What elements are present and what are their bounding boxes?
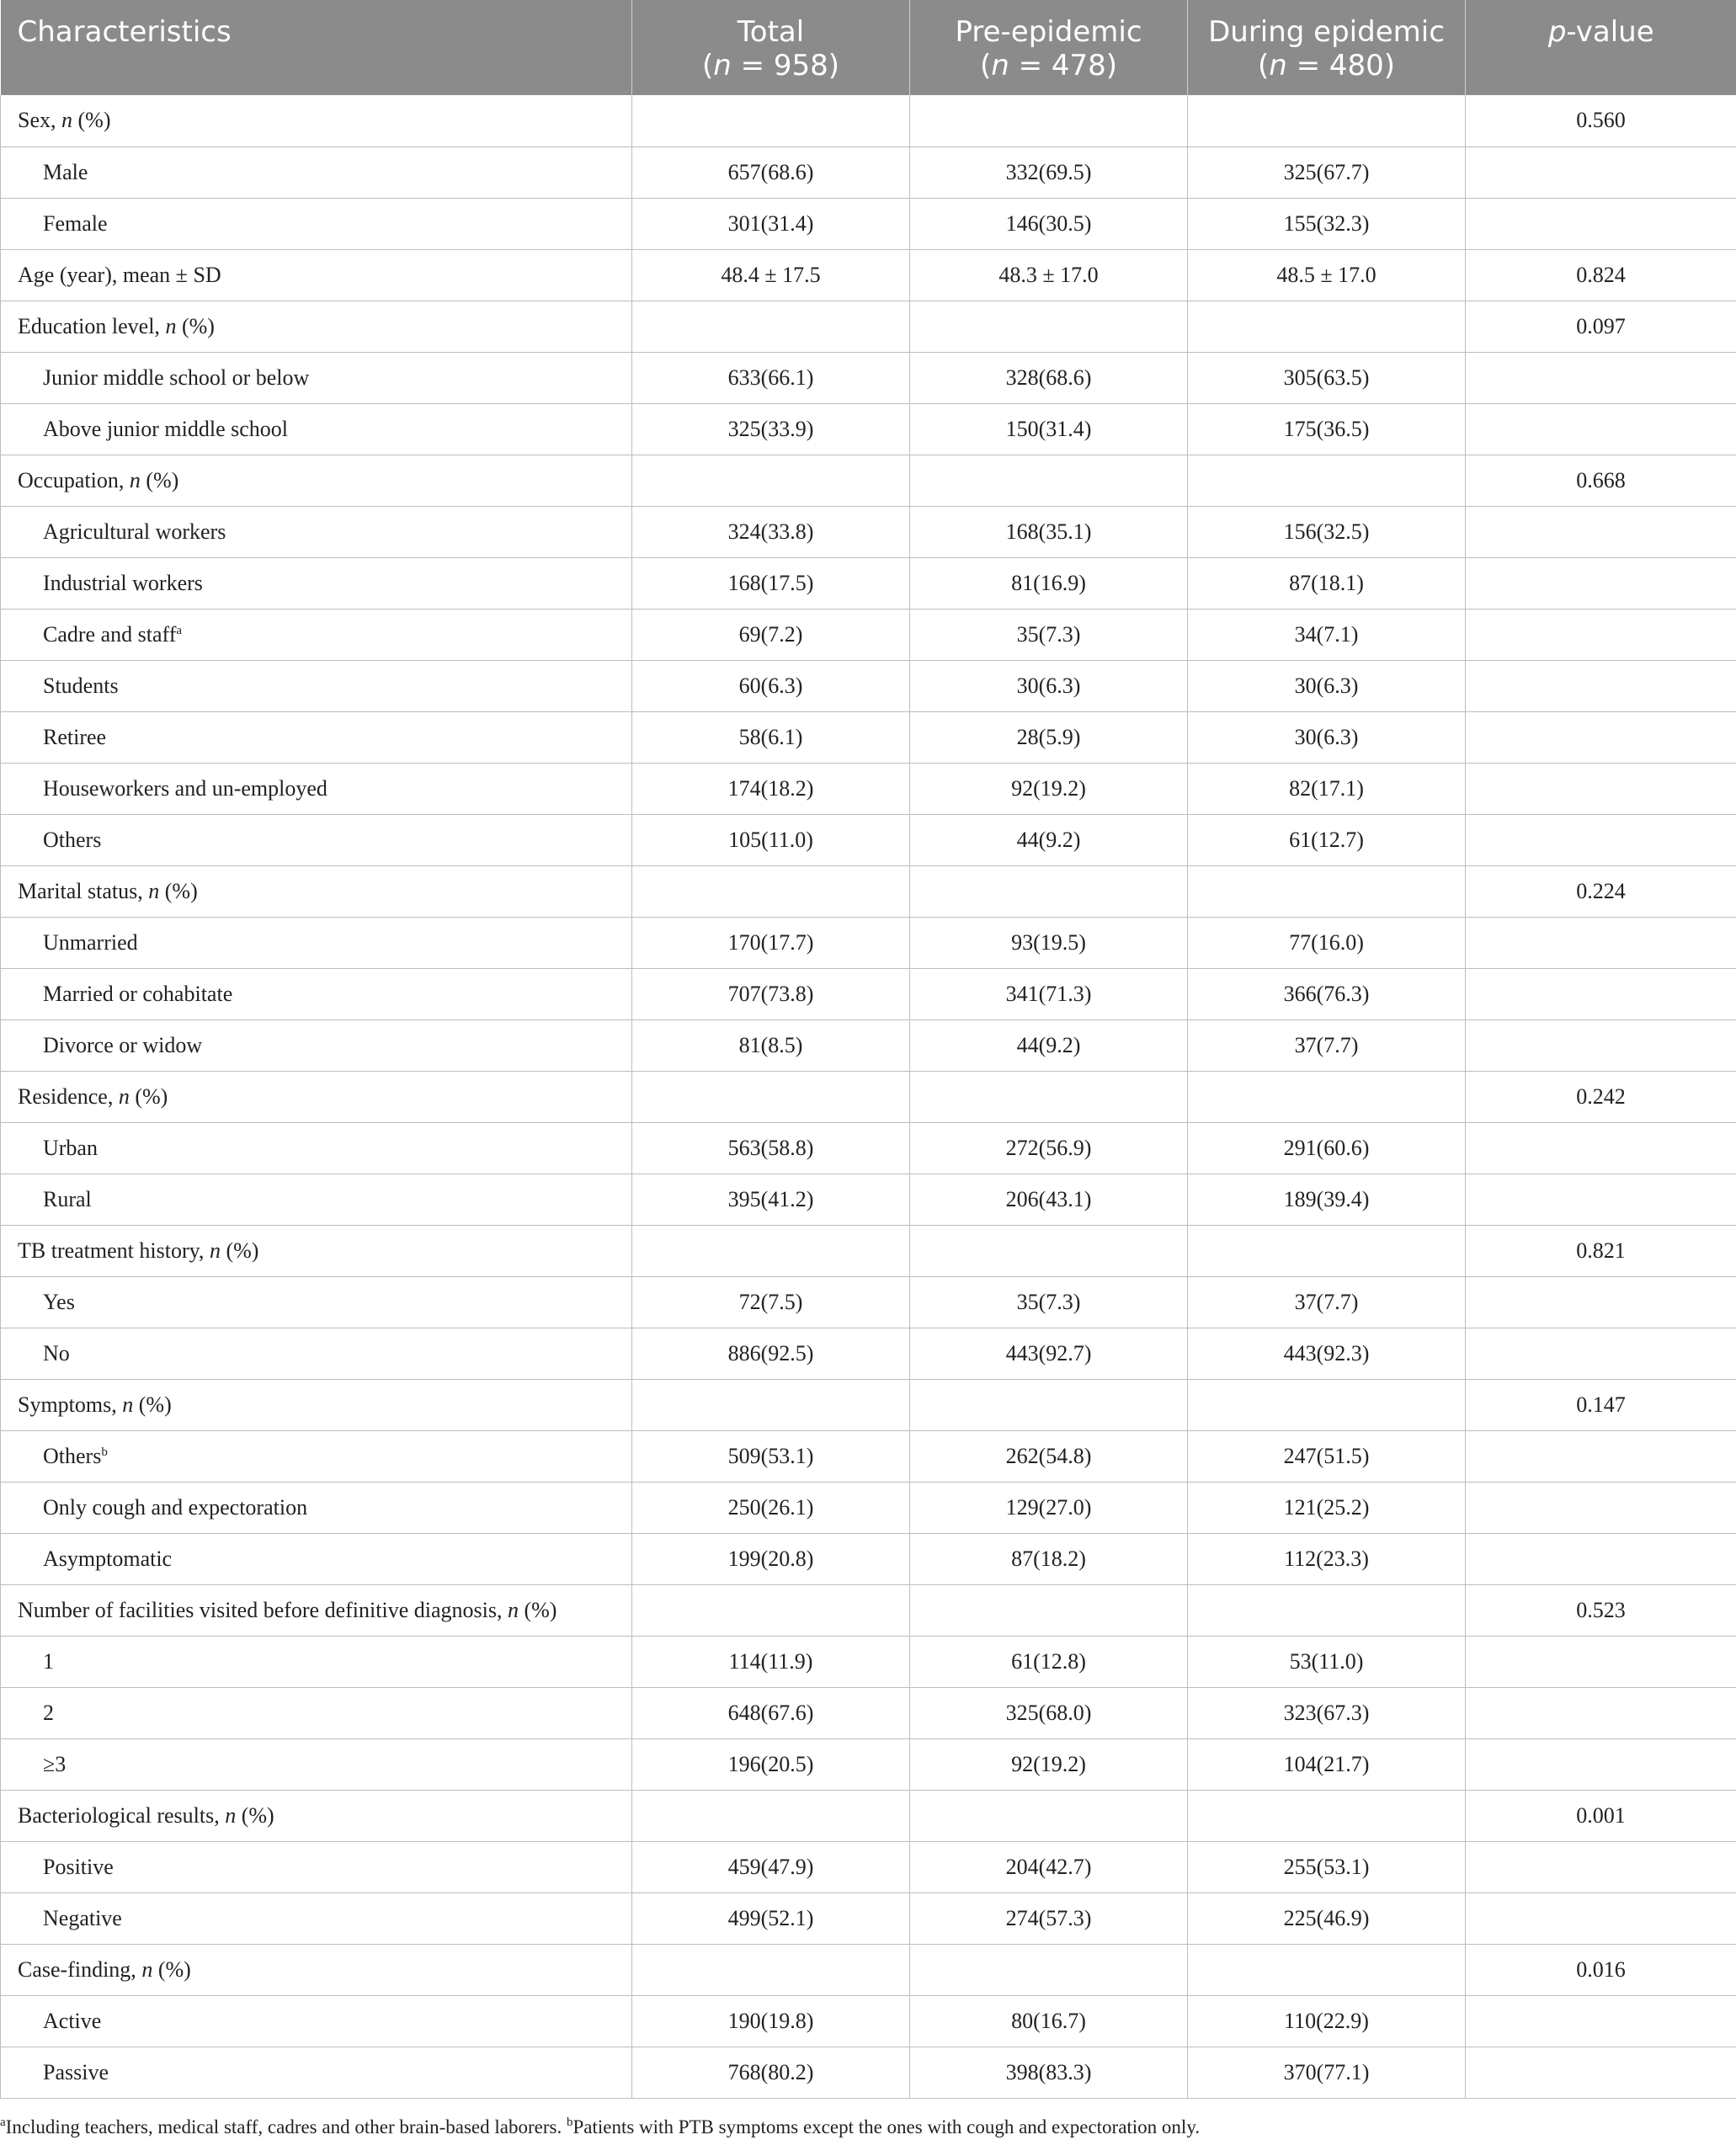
cell-total: 72(7.5)	[632, 1276, 910, 1328]
cell-during-epidemic: 37(7.7)	[1188, 1019, 1466, 1071]
cell-total: 563(58.8)	[632, 1122, 910, 1174]
cell-during-epidemic: 48.5 ± 17.0	[1188, 249, 1466, 301]
row-label: Female	[1, 198, 632, 249]
table-row-subitem	[1, 1687, 1736, 1738]
cell-during-epidemic: 175(36.5)	[1188, 403, 1466, 455]
cell-p-value	[1466, 917, 1736, 968]
cell-pre-epidemic	[910, 1584, 1188, 1636]
row-label: Number of facilities visited before definitive diagnosis, n (%)	[1, 1584, 632, 1636]
cell-pre-epidemic: 81(16.9)	[910, 557, 1188, 609]
cell-during-epidemic: 77(16.0)	[1188, 917, 1466, 968]
cell-pre-epidemic: 92(19.2)	[910, 763, 1188, 814]
cell-during-epidemic: 225(46.9)	[1188, 1892, 1466, 1944]
cell-during-epidemic: 82(17.1)	[1188, 763, 1466, 814]
table-row-subitem	[1, 609, 1736, 660]
cell-during-epidemic: 325(67.7)	[1188, 146, 1466, 198]
header-p-var: p	[1547, 15, 1567, 49]
cell-during-epidemic: 291(60.6)	[1188, 1122, 1466, 1174]
cell-pre-epidemic: 44(9.2)	[910, 1019, 1188, 1071]
cell-p-value	[1466, 2047, 1736, 2098]
cell-p-value	[1466, 763, 1736, 814]
cell-during-epidemic	[1188, 455, 1466, 506]
cell-during-epidemic: 37(7.7)	[1188, 1276, 1466, 1328]
cell-during-epidemic	[1188, 1225, 1466, 1276]
cell-p-value	[1466, 660, 1736, 711]
cell-pre-epidemic	[910, 301, 1188, 352]
cell-pre-epidemic	[910, 95, 1188, 146]
cell-during-epidemic: 53(11.0)	[1188, 1636, 1466, 1687]
table-row-subitem	[1, 146, 1736, 198]
cell-total: 633(66.1)	[632, 352, 910, 403]
cell-pre-epidemic	[910, 1790, 1188, 1841]
table-row-category	[1, 301, 1736, 352]
cell-p-value	[1466, 1430, 1736, 1482]
cell-total	[632, 1071, 910, 1122]
row-label: Yes	[1, 1276, 632, 1328]
cell-during-epidemic: 156(32.5)	[1188, 506, 1466, 557]
cell-total	[632, 1379, 910, 1430]
table-row-category	[1, 1790, 1736, 1841]
cell-total: 170(17.7)	[632, 917, 910, 968]
row-label: Male	[1, 146, 632, 198]
cell-during-epidemic: 34(7.1)	[1188, 609, 1466, 660]
cell-pre-epidemic: 30(6.3)	[910, 660, 1188, 711]
row-label: Married or cohabitate	[1, 968, 632, 1019]
cell-during-epidemic	[1188, 1944, 1466, 1995]
table-footnote	[0, 2116, 1736, 2138]
cell-during-epidemic: 305(63.5)	[1188, 352, 1466, 403]
cell-during-epidemic: 121(25.2)	[1188, 1482, 1466, 1533]
row-label: Residence, n (%)	[1, 1071, 632, 1122]
cell-p-value	[1466, 146, 1736, 198]
cell-pre-epidemic	[910, 1071, 1188, 1122]
cell-total: 459(47.9)	[632, 1841, 910, 1892]
table-row-category	[1, 1071, 1736, 1122]
cell-pre-epidemic: 44(9.2)	[910, 814, 1188, 865]
cell-pre-epidemic: 398(83.3)	[910, 2047, 1188, 2098]
cell-total: 768(80.2)	[632, 2047, 910, 2098]
cell-pre-epidemic: 28(5.9)	[910, 711, 1188, 763]
table-row-category	[1, 1944, 1736, 1995]
cell-p-value	[1466, 403, 1736, 455]
row-label: Only cough and expectoration	[1, 1482, 632, 1533]
cell-total	[632, 455, 910, 506]
cell-pre-epidemic: 274(57.3)	[910, 1892, 1188, 1944]
row-label: Passive	[1, 2047, 632, 2098]
cell-total: 105(11.0)	[632, 814, 910, 865]
table-row-subitem	[1, 557, 1736, 609]
cell-total: 196(20.5)	[632, 1738, 910, 1790]
row-label: Retiree	[1, 711, 632, 763]
table-row-category	[1, 1225, 1736, 1276]
table-row-subitem	[1, 1019, 1736, 1071]
table-row-subitem	[1, 711, 1736, 763]
cell-p-value	[1466, 814, 1736, 865]
table-row-subitem	[1, 352, 1736, 403]
cell-p-value	[1466, 506, 1736, 557]
cell-p-value	[1466, 1841, 1736, 1892]
table-row-subitem	[1, 814, 1736, 865]
row-label: Cadre and staff$^a$	[1, 609, 632, 660]
row-label: 1	[1, 1636, 632, 1687]
cell-during-epidemic: 104(21.7)	[1188, 1738, 1466, 1790]
cell-p-value	[1466, 1687, 1736, 1738]
cell-pre-epidemic: 92(19.2)	[910, 1738, 1188, 1790]
cell-p-value	[1466, 1174, 1736, 1225]
row-label: Bacteriological results, n (%)	[1, 1790, 632, 1841]
row-label: Negative	[1, 1892, 632, 1944]
cell-pre-epidemic: 168(35.1)	[910, 506, 1188, 557]
row-label: 2	[1, 1687, 632, 1738]
row-label: Agricultural workers	[1, 506, 632, 557]
cell-total: 657(68.6)	[632, 146, 910, 198]
cell-p-value	[1466, 968, 1736, 1019]
cell-p-value: 0.147	[1466, 1379, 1736, 1430]
table-row-subitem	[1, 917, 1736, 968]
row-label: Asymptomatic	[1, 1533, 632, 1584]
cell-p-value	[1466, 352, 1736, 403]
cell-p-value: 0.016	[1466, 1944, 1736, 1995]
table-row-subitem	[1, 1430, 1736, 1482]
cell-total: 190(19.8)	[632, 1995, 910, 2047]
cell-pre-epidemic: 129(27.0)	[910, 1482, 1188, 1533]
cell-total: 648(67.6)	[632, 1687, 910, 1738]
row-label: Others$^b$	[1, 1430, 632, 1482]
row-label: Occupation, n (%)	[1, 455, 632, 506]
header-p-value	[1466, 0, 1736, 95]
table-row-subitem	[1, 506, 1736, 557]
cell-total: 509(53.1)	[632, 1430, 910, 1482]
row-label: Industrial workers	[1, 557, 632, 609]
cell-p-value	[1466, 1122, 1736, 1174]
table-row-subitem	[1, 1533, 1736, 1584]
table-row-subitem	[1, 1636, 1736, 1687]
table-row-subitem	[1, 1995, 1736, 2047]
row-label: No	[1, 1328, 632, 1379]
table-row-subitem	[1, 1482, 1736, 1533]
cell-pre-epidemic: 341(71.3)	[910, 968, 1188, 1019]
cell-during-epidemic	[1188, 1790, 1466, 1841]
row-label: Houseworkers and un-employed	[1, 763, 632, 814]
row-label: TB treatment history, n (%)	[1, 1225, 632, 1276]
cell-p-value	[1466, 1738, 1736, 1790]
table-row-category	[1, 1584, 1736, 1636]
row-label: Marital status, n (%)	[1, 865, 632, 917]
cell-total: 301(31.4)	[632, 198, 910, 249]
header-characteristics-label: Characteristics	[17, 15, 232, 49]
cell-p-value: 0.560	[1466, 95, 1736, 146]
header-row	[1, 0, 1736, 95]
cell-p-value: 0.242	[1466, 1071, 1736, 1122]
cell-during-epidemic: 30(6.3)	[1188, 711, 1466, 763]
cell-total	[632, 1944, 910, 1995]
cell-p-value: 0.668	[1466, 455, 1736, 506]
row-label: Age (year), mean ± SD	[1, 249, 632, 301]
row-label: Sex, n (%)	[1, 95, 632, 146]
table-row-subitem	[1, 1738, 1736, 1790]
cell-p-value	[1466, 1276, 1736, 1328]
cell-during-epidemic: 87(18.1)	[1188, 557, 1466, 609]
cell-pre-epidemic: 328(68.6)	[910, 352, 1188, 403]
cell-pre-epidemic: 206(43.1)	[910, 1174, 1188, 1225]
cell-pre-epidemic: 35(7.3)	[910, 1276, 1188, 1328]
cell-p-value	[1466, 711, 1736, 763]
row-label: ≥3	[1, 1738, 632, 1790]
cell-during-epidemic: 110(22.9)	[1188, 1995, 1466, 2047]
cell-total	[632, 1790, 910, 1841]
cell-total	[632, 1584, 910, 1636]
cell-pre-epidemic: 93(19.5)	[910, 917, 1188, 968]
cell-p-value	[1466, 557, 1736, 609]
row-label: Education level, n (%)	[1, 301, 632, 352]
cell-pre-epidemic: 443(92.7)	[910, 1328, 1188, 1379]
cell-p-value	[1466, 1482, 1736, 1533]
cell-during-epidemic	[1188, 1379, 1466, 1430]
header-pre-epidemic	[910, 0, 1188, 95]
header-during-epidemic	[1188, 0, 1466, 95]
row-label: Rural	[1, 1174, 632, 1225]
footnote-b-mark: b	[566, 2116, 573, 2129]
cell-during-epidemic	[1188, 1071, 1466, 1122]
table-row-category	[1, 455, 1736, 506]
cell-total: 707(73.8)	[632, 968, 910, 1019]
cell-p-value	[1466, 1328, 1736, 1379]
table-row-subitem	[1, 1841, 1736, 1892]
cell-during-epidemic: 255(53.1)	[1188, 1841, 1466, 1892]
row-label: Others	[1, 814, 632, 865]
footnote-a-text: Including teachers, medical staff, cadres and other brain-based laborers.	[5, 2116, 567, 2137]
table-row-subitem	[1, 1328, 1736, 1379]
cell-total: 81(8.5)	[632, 1019, 910, 1071]
cell-during-epidemic: 370(77.1)	[1188, 2047, 1466, 2098]
cell-during-epidemic: 155(32.3)	[1188, 198, 1466, 249]
table-row-category	[1, 95, 1736, 146]
cell-pre-epidemic	[910, 455, 1188, 506]
cell-during-epidemic	[1188, 1584, 1466, 1636]
cell-pre-epidemic: 262(54.8)	[910, 1430, 1188, 1482]
table-row-subitem	[1, 1276, 1736, 1328]
row-label: Urban	[1, 1122, 632, 1174]
row-label: Unmarried	[1, 917, 632, 968]
cell-pre-epidemic: 87(18.2)	[910, 1533, 1188, 1584]
cell-p-value: 0.097	[1466, 301, 1736, 352]
cell-during-epidemic: 112(23.3)	[1188, 1533, 1466, 1584]
cell-total: 499(52.1)	[632, 1892, 910, 1944]
cell-pre-epidemic: 146(30.5)	[910, 198, 1188, 249]
row-label: Symptoms, n (%)	[1, 1379, 632, 1430]
cell-pre-epidemic	[910, 1225, 1188, 1276]
cell-total: 199(20.8)	[632, 1533, 910, 1584]
cell-p-value	[1466, 198, 1736, 249]
cell-total: 69(7.2)	[632, 609, 910, 660]
cell-during-epidemic: 61(12.7)	[1188, 814, 1466, 865]
cell-total	[632, 95, 910, 146]
row-label: Junior middle school or below	[1, 352, 632, 403]
cell-total: 48.4 ± 17.5	[632, 249, 910, 301]
table-row-category	[1, 249, 1736, 301]
table-row-subitem	[1, 1892, 1736, 1944]
cell-total: 886(92.5)	[632, 1328, 910, 1379]
cell-total: 58(6.1)	[632, 711, 910, 763]
footnote-b-text: Patients with PTB symptoms except the ones with cough and expectoration only.	[572, 2116, 1201, 2137]
cell-pre-epidemic: 80(16.7)	[910, 1995, 1188, 2047]
header-total-name: Total	[737, 15, 805, 49]
cell-pre-epidemic	[910, 1944, 1188, 1995]
table-row-subitem	[1, 198, 1736, 249]
table-row-category	[1, 1379, 1736, 1430]
cell-pre-epidemic: 325(68.0)	[910, 1687, 1188, 1738]
table-row-category	[1, 865, 1736, 917]
row-label: Students	[1, 660, 632, 711]
cell-total	[632, 1225, 910, 1276]
header-p-rest: -value	[1566, 15, 1654, 49]
cell-pre-epidemic	[910, 865, 1188, 917]
cell-p-value	[1466, 1995, 1736, 2047]
cell-p-value	[1466, 1019, 1736, 1071]
header-total	[632, 0, 910, 95]
table-row-subitem	[1, 763, 1736, 814]
cell-pre-epidemic: 272(56.9)	[910, 1122, 1188, 1174]
cell-during-epidemic: 323(67.3)	[1188, 1687, 1466, 1738]
cell-during-epidemic: 443(92.3)	[1188, 1328, 1466, 1379]
cell-total: 324(33.8)	[632, 506, 910, 557]
cell-p-value	[1466, 1892, 1736, 1944]
cell-p-value: 0.224	[1466, 865, 1736, 917]
cell-p-value	[1466, 1533, 1736, 1584]
cell-during-epidemic	[1188, 301, 1466, 352]
cell-during-epidemic: 366(76.3)	[1188, 968, 1466, 1019]
cell-total: 174(18.2)	[632, 763, 910, 814]
header-total-n: (n = 958)	[701, 49, 840, 83]
row-label: Divorce or widow	[1, 1019, 632, 1071]
cell-p-value	[1466, 1636, 1736, 1687]
cell-pre-epidemic: 61(12.8)	[910, 1636, 1188, 1687]
row-label: Positive	[1, 1841, 632, 1892]
cell-p-value: 0.824	[1466, 249, 1736, 301]
cell-pre-epidemic: 150(31.4)	[910, 403, 1188, 455]
table-row-subitem	[1, 403, 1736, 455]
cell-total: 395(41.2)	[632, 1174, 910, 1225]
cell-total: 168(17.5)	[632, 557, 910, 609]
table-row-subitem	[1, 1174, 1736, 1225]
cell-p-value: 0.523	[1466, 1584, 1736, 1636]
table-row-subitem	[1, 660, 1736, 711]
header-during-name: During epidemic	[1208, 15, 1445, 49]
cell-during-epidemic	[1188, 95, 1466, 146]
header-pre-n: (n = 478)	[979, 49, 1118, 83]
row-label: Above junior middle school	[1, 403, 632, 455]
cell-total: 250(26.1)	[632, 1482, 910, 1533]
cell-total: 114(11.9)	[632, 1636, 910, 1687]
cell-pre-epidemic	[910, 1379, 1188, 1430]
footnote-a-mark: a	[0, 2116, 6, 2129]
table-row-subitem	[1, 2047, 1736, 2098]
row-label: Active	[1, 1995, 632, 2047]
cell-total: 60(6.3)	[632, 660, 910, 711]
cell-pre-epidemic: 332(69.5)	[910, 146, 1188, 198]
cell-pre-epidemic: 204(42.7)	[910, 1841, 1188, 1892]
cell-total: 325(33.9)	[632, 403, 910, 455]
header-during-n: (n = 480)	[1257, 49, 1396, 83]
header-pre-name: Pre-epidemic	[955, 15, 1142, 49]
cell-during-epidemic: 247(51.5)	[1188, 1430, 1466, 1482]
row-label: Case-finding, n (%)	[1, 1944, 632, 1995]
cell-pre-epidemic: 35(7.3)	[910, 609, 1188, 660]
cell-total	[632, 301, 910, 352]
cell-pre-epidemic: 48.3 ± 17.0	[910, 249, 1188, 301]
cell-p-value: 0.001	[1466, 1790, 1736, 1841]
cell-during-epidemic: 30(6.3)	[1188, 660, 1466, 711]
header-characteristics	[1, 0, 632, 95]
table-row-subitem	[1, 1122, 1736, 1174]
cell-during-epidemic: 189(39.4)	[1188, 1174, 1466, 1225]
cell-p-value	[1466, 609, 1736, 660]
cell-p-value: 0.821	[1466, 1225, 1736, 1276]
table-row-subitem	[1, 968, 1736, 1019]
cell-total	[632, 865, 910, 917]
cell-during-epidemic	[1188, 865, 1466, 917]
